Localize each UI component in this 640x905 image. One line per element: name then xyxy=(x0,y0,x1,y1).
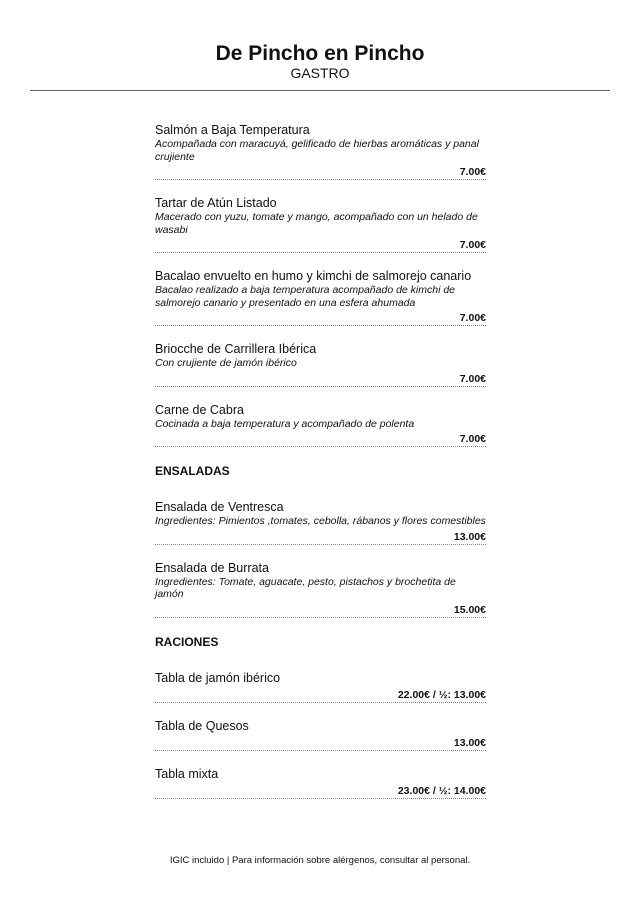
item-name: Briocche de Carrillera Ibérica xyxy=(155,342,317,356)
item-name: Bacalao envuelto en humo y kimchi de salmorejo canario xyxy=(155,269,472,283)
item-name: Salmón a Baja Temperatura xyxy=(155,123,310,137)
item-name: Carne de Cabra xyxy=(155,402,244,417)
item-name: Tabla mixta xyxy=(155,766,219,781)
section-heading: RACIONES xyxy=(155,634,219,649)
item-name: Ensalada de Burrata xyxy=(155,560,269,575)
menu-item xyxy=(155,268,486,326)
item-price: 23.00€ / ½: 14.00€ xyxy=(397,784,486,797)
item-price: 7.00€ xyxy=(459,312,486,324)
item-price: 7.00€ xyxy=(459,433,486,445)
item-price: 7.00€ xyxy=(459,166,486,178)
item-price: 7.00€ xyxy=(459,372,486,385)
menu-item xyxy=(155,670,486,703)
menu-item xyxy=(155,718,486,751)
footer-note: IGIC incluido | Para información sobre alérgenos, consultar al personal. xyxy=(169,855,471,866)
item-name: Ensalada de Ventresca xyxy=(155,500,284,514)
menu-item xyxy=(155,122,486,180)
item-price: 22.00€ / ½: 13.00€ xyxy=(397,688,486,701)
menu-item xyxy=(155,402,486,448)
item-description: Ingredientes: Pimientos ,tomates, cebolla, rábanos y flores comestibles xyxy=(155,515,486,527)
item-price: 13.00€ xyxy=(453,530,486,543)
item-description: Bacalao realizado a baja temperatura acompañado de kimchi de salmorejo canario y presentado en una esfera ahumada xyxy=(155,284,456,309)
item-price: 13.00€ xyxy=(453,736,486,749)
item-description: Ingredientes: Tomate, aguacate, pesto, pistachos y brochetita de jamón xyxy=(155,575,456,600)
restaurant-subtitle: GASTRO xyxy=(290,65,350,81)
menu-item xyxy=(155,195,486,253)
menu-item xyxy=(155,560,486,618)
item-description: Macerado con yuzu, tomate y mango, acompañado con un helado de wasabi xyxy=(155,211,478,236)
menu-item xyxy=(155,499,486,545)
header xyxy=(0,0,640,80)
restaurant-title: De Pincho en Pincho xyxy=(215,42,425,65)
item-name: Tabla de Quesos xyxy=(155,718,249,733)
item-description: Cocinada a baja temperatura y acompañado de polenta xyxy=(155,417,415,430)
menu-item xyxy=(155,341,486,387)
item-name: Tabla de jamón ibérico xyxy=(155,670,281,685)
header-divider xyxy=(30,90,610,91)
item-price: 7.00€ xyxy=(459,239,486,251)
item-description: Acompañada con maracuyá, gelificado de hierbas aromáticas y panal crujiente xyxy=(155,138,479,163)
item-price: 15.00€ xyxy=(453,603,486,616)
menu-item xyxy=(155,766,486,799)
section-heading: ENSALADAS xyxy=(155,464,230,478)
menu-content xyxy=(155,122,486,814)
item-name: Tartar de Atún Listado xyxy=(155,196,277,210)
item-description: Con crujiente de jamón ibérico xyxy=(155,357,297,369)
